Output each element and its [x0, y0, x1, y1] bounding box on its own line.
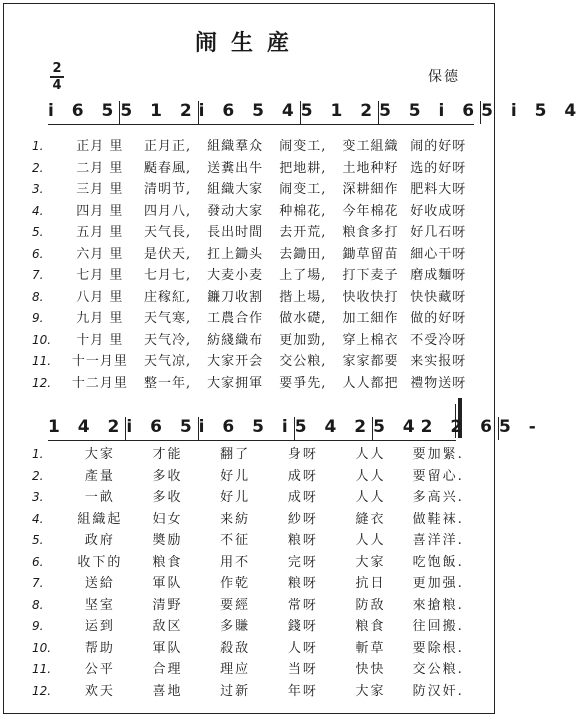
lyric-row — [32, 444, 472, 466]
measure: 5 1 2 — [120, 101, 198, 124]
verse-number: 6. — [32, 554, 44, 569]
lyric-cell: 十月 里 — [76, 332, 124, 348]
lyric-cell: 抗日 — [355, 576, 386, 591]
lyric-cell: 加工細作 — [342, 311, 399, 326]
lyric-cell: 快收快打 — [342, 289, 399, 305]
lyric-cell: 人人都把 — [342, 375, 399, 391]
lyric-cell: 二月 里 — [76, 160, 124, 176]
verse-number: 5. — [32, 533, 44, 547]
lyric-cell: 斬草 — [355, 640, 386, 656]
verse-number: 8. — [32, 597, 44, 612]
lyric-cell: 大家拥軍 — [207, 375, 264, 391]
lyric-cell: 当呀 — [287, 662, 318, 677]
lyric-cell: 鋤草留苗 — [342, 246, 399, 262]
lyric-cell: 多賺 — [220, 619, 251, 634]
music-score-page — [3, 3, 582, 714]
lyric-cell: 闹变工, — [279, 139, 327, 154]
lyric-cell: 去鋤田, — [279, 246, 327, 262]
lyric-row — [32, 201, 472, 223]
lyric-cell: 做水礎, — [279, 311, 327, 326]
lyric-cell: 人呀 — [287, 640, 318, 656]
lyric-row — [32, 136, 472, 158]
lyric-cell: 成呀 — [287, 490, 318, 505]
lyric-cell: 殺敌 — [220, 640, 251, 656]
lyric-cell: 軍队 — [152, 576, 183, 591]
lyric-row — [32, 158, 472, 180]
lyric-cell: 公平 — [84, 662, 115, 677]
lyric-row — [32, 552, 472, 574]
verse-number: 1. — [32, 447, 44, 461]
lyric-row — [32, 308, 472, 330]
verse-number: 7. — [32, 576, 44, 590]
measure: 5 - — [498, 417, 542, 437]
lyric-cell: 縫衣 — [355, 511, 386, 527]
lyric-cell: 快快藏呀 — [410, 289, 467, 305]
song-title: 闹生産 — [194, 30, 303, 56]
lyric-cell: 运到 — [84, 619, 115, 634]
lyric-cell: 好收成呀 — [410, 203, 467, 219]
lyric-cell: 家家都要 — [342, 354, 399, 369]
lyric-cell: 闹的好呀 — [410, 139, 467, 154]
lyric-row — [32, 595, 472, 617]
lyric-cell: 四月八, — [143, 203, 192, 219]
lyric-cell: 送給 — [84, 576, 115, 591]
measure: i 6 5 4 — [199, 101, 301, 124]
lyric-cell: 防汉奸. — [412, 683, 464, 699]
lyric-cell: 發动大家 — [207, 203, 264, 219]
lyric-cell: 坚室 — [84, 597, 115, 613]
lyric-cell: 十一月里 — [71, 354, 128, 369]
lyric-row — [32, 373, 472, 395]
measure: i 6 5 — [126, 417, 198, 440]
lyric-cell: 一畝 — [84, 490, 115, 505]
lyric-row — [32, 330, 472, 352]
lyric-cell: 清明节, — [143, 182, 192, 197]
lyric-cell: 七月 里 — [76, 268, 124, 283]
verse-number: 1. — [32, 139, 44, 153]
lyric-cell: 細心干呀 — [410, 246, 467, 262]
lyric-cell: 大家 — [355, 554, 386, 570]
lyric-cell: 天气凉, — [143, 354, 192, 369]
lyric-row — [32, 681, 472, 703]
lyrics-section-1 — [32, 136, 472, 394]
lyric-cell: 要加緊. — [412, 447, 464, 462]
lyric-cell: 把地耕, — [279, 160, 327, 176]
lyric-cell: 种棉花, — [279, 203, 327, 219]
lyric-cell: 錢呀 — [287, 619, 318, 634]
lyric-row — [32, 487, 472, 509]
lyric-cell: 粮呀 — [287, 576, 318, 591]
lyric-row — [32, 244, 472, 266]
lyric-cell: 要留心. — [412, 468, 464, 484]
verse-number: 11. — [32, 354, 52, 368]
lyric-cell: 帮助 — [84, 640, 115, 656]
lyric-row — [32, 222, 472, 244]
lyric-cell: 交公粮. — [412, 662, 464, 677]
lyric-cell: 紡綫織布 — [207, 332, 264, 348]
lyric-cell: 来紡 — [220, 511, 251, 527]
lyric-cell: 六月 里 — [76, 246, 124, 262]
lyric-cell: 要經 — [220, 597, 251, 613]
lyric-row — [32, 638, 472, 660]
lyric-cell: 做的好呀 — [410, 311, 467, 326]
verse-number: 3. — [32, 182, 44, 196]
lyric-cell: 好几石呀 — [410, 225, 467, 240]
melody-line-1 — [48, 98, 582, 125]
lyric-cell: 不受冷呀 — [410, 332, 467, 348]
lyrics-section-2 — [32, 444, 472, 702]
lyric-cell: 过新 — [220, 683, 251, 699]
lyric-cell: 長出时間 — [207, 225, 264, 240]
lyric-cell: 去开荒, — [279, 225, 327, 240]
lyric-cell: 闹变工, — [279, 182, 327, 197]
lyric-cell: 完呀 — [287, 554, 318, 570]
lyric-cell: 天气長, — [143, 225, 192, 240]
measure: 5 i 5 4 — [481, 101, 582, 121]
lyric-cell: 來搶粮. — [412, 597, 464, 613]
lyric-cell: 庄稼紅, — [143, 289, 192, 305]
verse-number: 3. — [32, 490, 44, 504]
lyric-cell: 磨成麵呀 — [410, 268, 467, 283]
lyric-cell: 做鞋袜. — [412, 511, 464, 527]
measure: 5 4 2 — [295, 417, 373, 440]
time-signature-top: 2 — [52, 61, 62, 76]
lyric-cell: 天气冷, — [143, 332, 192, 348]
lyric-cell: 人人 — [355, 533, 386, 548]
lyric-cell: 大麦小麦 — [207, 268, 264, 283]
lyric-cell: 穿上棉衣 — [342, 332, 399, 348]
lyric-cell: 快快 — [355, 662, 386, 677]
lyric-row — [32, 509, 472, 531]
lyric-cell: 人人 — [355, 490, 386, 505]
verse-number: 9. — [32, 311, 44, 325]
lyric-cell: 要爭先, — [279, 375, 327, 391]
lyric-cell: 颳春風, — [143, 160, 192, 176]
time-signature — [50, 62, 64, 92]
lyric-cell: 組織起 — [77, 511, 123, 527]
lyric-row — [32, 616, 472, 638]
melody-line-2 — [48, 414, 542, 441]
lyric-cell: 人人 — [355, 447, 386, 462]
lyric-cell: 今年棉花 — [342, 203, 399, 219]
lyric-cell: 大家开会 — [207, 354, 264, 369]
lyric-cell: 九月 里 — [76, 311, 124, 326]
lyric-cell: 常呀 — [287, 597, 318, 613]
lyric-cell: 產量 — [84, 468, 115, 484]
lyric-cell: 五月 里 — [76, 225, 124, 240]
lyric-cell: 禮物送呀 — [410, 375, 467, 391]
lyric-cell: 土地种籽 — [342, 160, 399, 176]
lyric-cell: 正月 里 — [76, 139, 124, 154]
lyric-cell: 三月 里 — [76, 182, 124, 197]
lyric-cell: 是伏天, — [143, 246, 192, 262]
lyric-cell: 来实报呀 — [410, 354, 467, 369]
verse-number: 4. — [32, 203, 44, 218]
lyric-row — [32, 573, 472, 595]
lyric-row — [32, 659, 472, 681]
measure: i 6 5 — [48, 101, 120, 124]
verse-number: 10. — [32, 640, 52, 655]
lyric-cell: 正月正, — [143, 139, 192, 154]
verse-number: 12. — [32, 375, 52, 390]
lyric-cell: 工農合作 — [207, 311, 264, 326]
lyric-cell: 多收 — [152, 490, 183, 505]
verse-number: 6. — [32, 246, 44, 261]
lyric-row — [32, 265, 472, 287]
measure: 5 42 2 6 — [373, 417, 499, 440]
lyric-row — [32, 179, 472, 201]
measure: i 6 5 i — [199, 417, 295, 440]
lyric-cell: 整一年, — [143, 375, 192, 391]
lyric-cell: 好儿 — [220, 490, 251, 505]
lyric-cell: 理应 — [220, 662, 251, 677]
lyric-cell: 粮食多打 — [342, 225, 399, 240]
lyric-cell: 大家 — [84, 447, 115, 462]
verse-number: 7. — [32, 268, 44, 282]
lyric-cell: 身呀 — [287, 447, 318, 462]
lyric-cell: 好儿 — [220, 468, 251, 484]
lyric-cell: 七月七, — [143, 268, 192, 283]
verse-number: 2. — [32, 468, 44, 483]
lyric-cell: 奬励 — [152, 533, 183, 548]
measure: 5 1 2 — [301, 101, 379, 124]
lyric-row — [32, 466, 472, 488]
verse-number: 4. — [32, 511, 44, 526]
lyric-cell: 揩上場, — [279, 289, 327, 305]
lyric-cell: 更加强. — [412, 576, 464, 591]
song-origin: 保德 — [428, 69, 460, 85]
verse-number: 12. — [32, 683, 52, 698]
verse-number: 2. — [32, 160, 44, 175]
lyric-cell: 作乾 — [220, 576, 251, 591]
lyric-cell: 成呀 — [287, 468, 318, 484]
verse-number: 10. — [32, 332, 52, 347]
lyric-cell: 防敌 — [355, 597, 386, 613]
lyric-cell: 才能 — [152, 447, 183, 462]
lyric-cell: 变工組織 — [342, 139, 399, 154]
lyric-row — [32, 530, 472, 552]
lyric-cell: 妇女 — [152, 511, 183, 527]
lyric-cell: 粮食 — [355, 619, 386, 634]
lyric-cell: 翻了 — [220, 447, 251, 462]
lyric-cell: 天气寒, — [143, 311, 192, 326]
lyric-cell: 組織大家 — [207, 182, 264, 197]
lyric-cell: 更加勁, — [279, 332, 327, 348]
lyric-cell: 用不 — [220, 554, 251, 570]
verse-number: 8. — [32, 289, 44, 304]
lyric-cell: 敌区 — [152, 619, 183, 634]
lyric-cell: 打下麦子 — [342, 268, 399, 283]
lyric-row — [32, 287, 472, 309]
lyric-cell: 年呀 — [287, 683, 318, 699]
lyric-cell: 往回搬. — [412, 619, 464, 634]
lyric-cell: 多高兴. — [412, 490, 464, 505]
verse-number: 5. — [32, 225, 44, 239]
lyric-cell: 多收 — [152, 468, 183, 484]
lyric-cell: 收下的 — [77, 554, 123, 570]
lyric-cell: 深耕細作 — [342, 182, 399, 197]
lyric-cell: 大家 — [355, 683, 386, 699]
lyric-cell: 十二月里 — [71, 375, 128, 391]
measure: 1 4 2 — [48, 417, 126, 440]
lyric-cell: 八月 里 — [76, 289, 124, 305]
lyric-cell: 人人 — [355, 468, 386, 484]
lyric-cell: 合理 — [152, 662, 183, 677]
lyric-cell: 扛上鋤头 — [207, 246, 264, 262]
lyric-cell: 政府 — [84, 533, 115, 548]
lyric-cell: 不征 — [220, 533, 251, 548]
verse-number: 11. — [32, 662, 52, 676]
lyric-cell: 送糞出牛 — [207, 160, 264, 176]
lyric-cell: 选的好呀 — [410, 160, 467, 176]
lyric-cell: 要除根. — [412, 640, 464, 656]
lyric-cell: 軍队 — [152, 640, 183, 656]
lyric-cell: 交公粮, — [279, 354, 327, 369]
lyric-row — [32, 351, 472, 373]
lyric-cell: 上了場, — [279, 268, 327, 283]
lyric-cell: 喜洋洋. — [412, 533, 464, 548]
lyric-cell: 清野 — [152, 597, 183, 613]
lyric-cell: 四月 里 — [76, 203, 124, 219]
lyric-cell: 鐮刀收割 — [207, 289, 264, 305]
measure: 5 5 i 6 — [379, 101, 481, 124]
lyric-cell: 肥料大呀 — [410, 182, 467, 197]
lyric-cell: 欢天 — [84, 683, 115, 699]
lyric-cell: 粮呀 — [287, 533, 318, 548]
time-signature-bottom: 4 — [52, 78, 62, 93]
lyric-cell: 組織羣众 — [207, 139, 264, 154]
lyric-cell: 吃饱飯. — [412, 554, 464, 570]
lyric-cell: 紗呀 — [287, 511, 318, 527]
verse-number: 9. — [32, 619, 44, 633]
lyric-cell: 喜地 — [152, 683, 183, 699]
lyric-cell: 粮食 — [152, 554, 183, 570]
